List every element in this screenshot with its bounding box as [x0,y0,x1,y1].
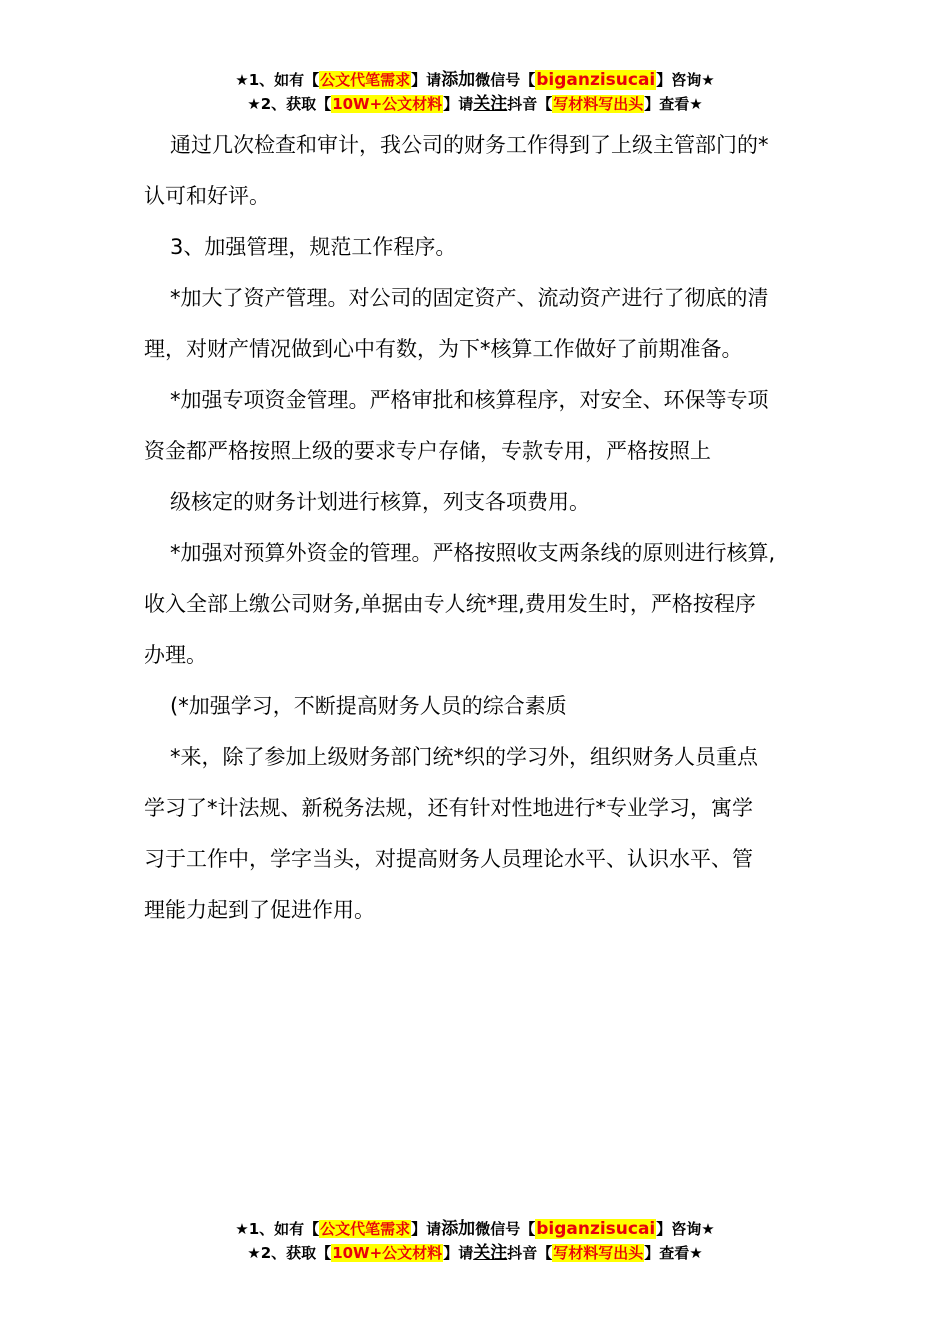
star-icon: ★ [689,1244,703,1262]
emphasis-text: 关注 [473,1243,508,1263]
douyin-highlight: 写材料写出头 [553,1244,644,1262]
paragraph-line: 习于工作中，学字当头，对提高财务人员理论水平、认识水平、管 [144,847,753,871]
banner-text: 2、获取【 [260,1244,332,1262]
star-icon: ★ [235,71,249,89]
section-heading: (*加强学习，不断提高财务人员的综合素质 [170,694,567,718]
paragraph-line: 收入全部上缴公司财务,单据由专人统*理,费用发生时，严格按程序 [144,592,756,616]
banner-text: 】请 [443,1244,474,1262]
banner-text: 1、如有【 [248,1220,320,1238]
banner-text: 微信号【 [475,1220,536,1238]
douyin-highlight: 写材料写出头 [553,95,644,113]
document-body [144,129,816,945]
paragraph-line: 办理。 [144,643,207,667]
banner-line-1 [0,1217,950,1241]
paragraph-line: 级核定的财务计划进行核算，列支各项费用。 [170,490,590,514]
banner-text: 2、获取【 [260,95,332,113]
banner-line-2 [0,1241,950,1265]
paragraph-line: *加强对预算外资金的管理。严格按照收支两条线的原则进行核算, [170,541,776,565]
banner-line-1 [0,68,950,92]
star-icon: ★ [701,1220,715,1238]
paragraph-line: 认可和好评。 [144,184,270,208]
paragraph-line: *加强专项资金管理。严格审批和核算程序，对安全、环保等专项 [170,388,769,412]
banner-text: 】请 [411,71,442,89]
banner-text: 】查看 [644,95,690,113]
paragraph-line: *加大了资产管理。对公司的固定资产、流动资产进行了彻底的清 [170,286,769,310]
banner-text: 】请 [411,1220,442,1238]
emphasis-text: 添加 [441,1219,476,1239]
paragraph-line: *来，除了参加上级财务部门统*织的学习外，组织财务人员重点 [170,745,758,769]
paragraph-line: 学习了*计法规、新税务法规，还有针对性地进行*专业学习，寓学 [144,796,753,820]
highlight-text: 10W+公文材料 [332,1244,443,1262]
star-icon: ★ [247,95,261,113]
header-banner [0,68,950,116]
paragraph-line: 资金都严格按照上级的要求专户存储，专款专用，严格按照上 [144,439,711,463]
banner-text: 】请 [443,95,474,113]
emphasis-text: 添加 [441,70,476,90]
highlight-text: 公文代笔需求 [320,1220,411,1238]
star-icon: ★ [689,95,703,113]
paragraph-line: 理，对财产情况做到心中有数，为下*核算工作做好了前期准备。 [144,337,743,361]
banner-text: 1、如有【 [248,71,320,89]
section-heading: 3、加强管理，规范工作程序。 [170,235,457,259]
banner-text: 微信号【 [475,71,536,89]
banner-text: 抖音【 [507,95,553,113]
banner-line-2 [0,92,950,116]
star-icon: ★ [235,1220,249,1238]
banner-text: 】咨询 [656,71,702,89]
paragraph-line: 理能力起到了促进作用。 [144,898,375,922]
highlight-text: 10W+公文材料 [332,95,443,113]
banner-text: 】咨询 [656,1220,702,1238]
emphasis-text: 关注 [473,94,508,114]
banner-text: 】查看 [644,1244,690,1262]
star-icon: ★ [247,1244,261,1262]
banner-text: 抖音【 [507,1244,553,1262]
wechat-id-highlight: biganzisucai [536,70,656,90]
footer-banner [0,1217,950,1265]
star-icon: ★ [701,71,715,89]
paragraph-line: 通过几次检查和审计，我公司的财务工作得到了上级主管部门的* [170,133,769,157]
highlight-text: 公文代笔需求 [320,71,411,89]
wechat-id-highlight: biganzisucai [536,1219,656,1239]
